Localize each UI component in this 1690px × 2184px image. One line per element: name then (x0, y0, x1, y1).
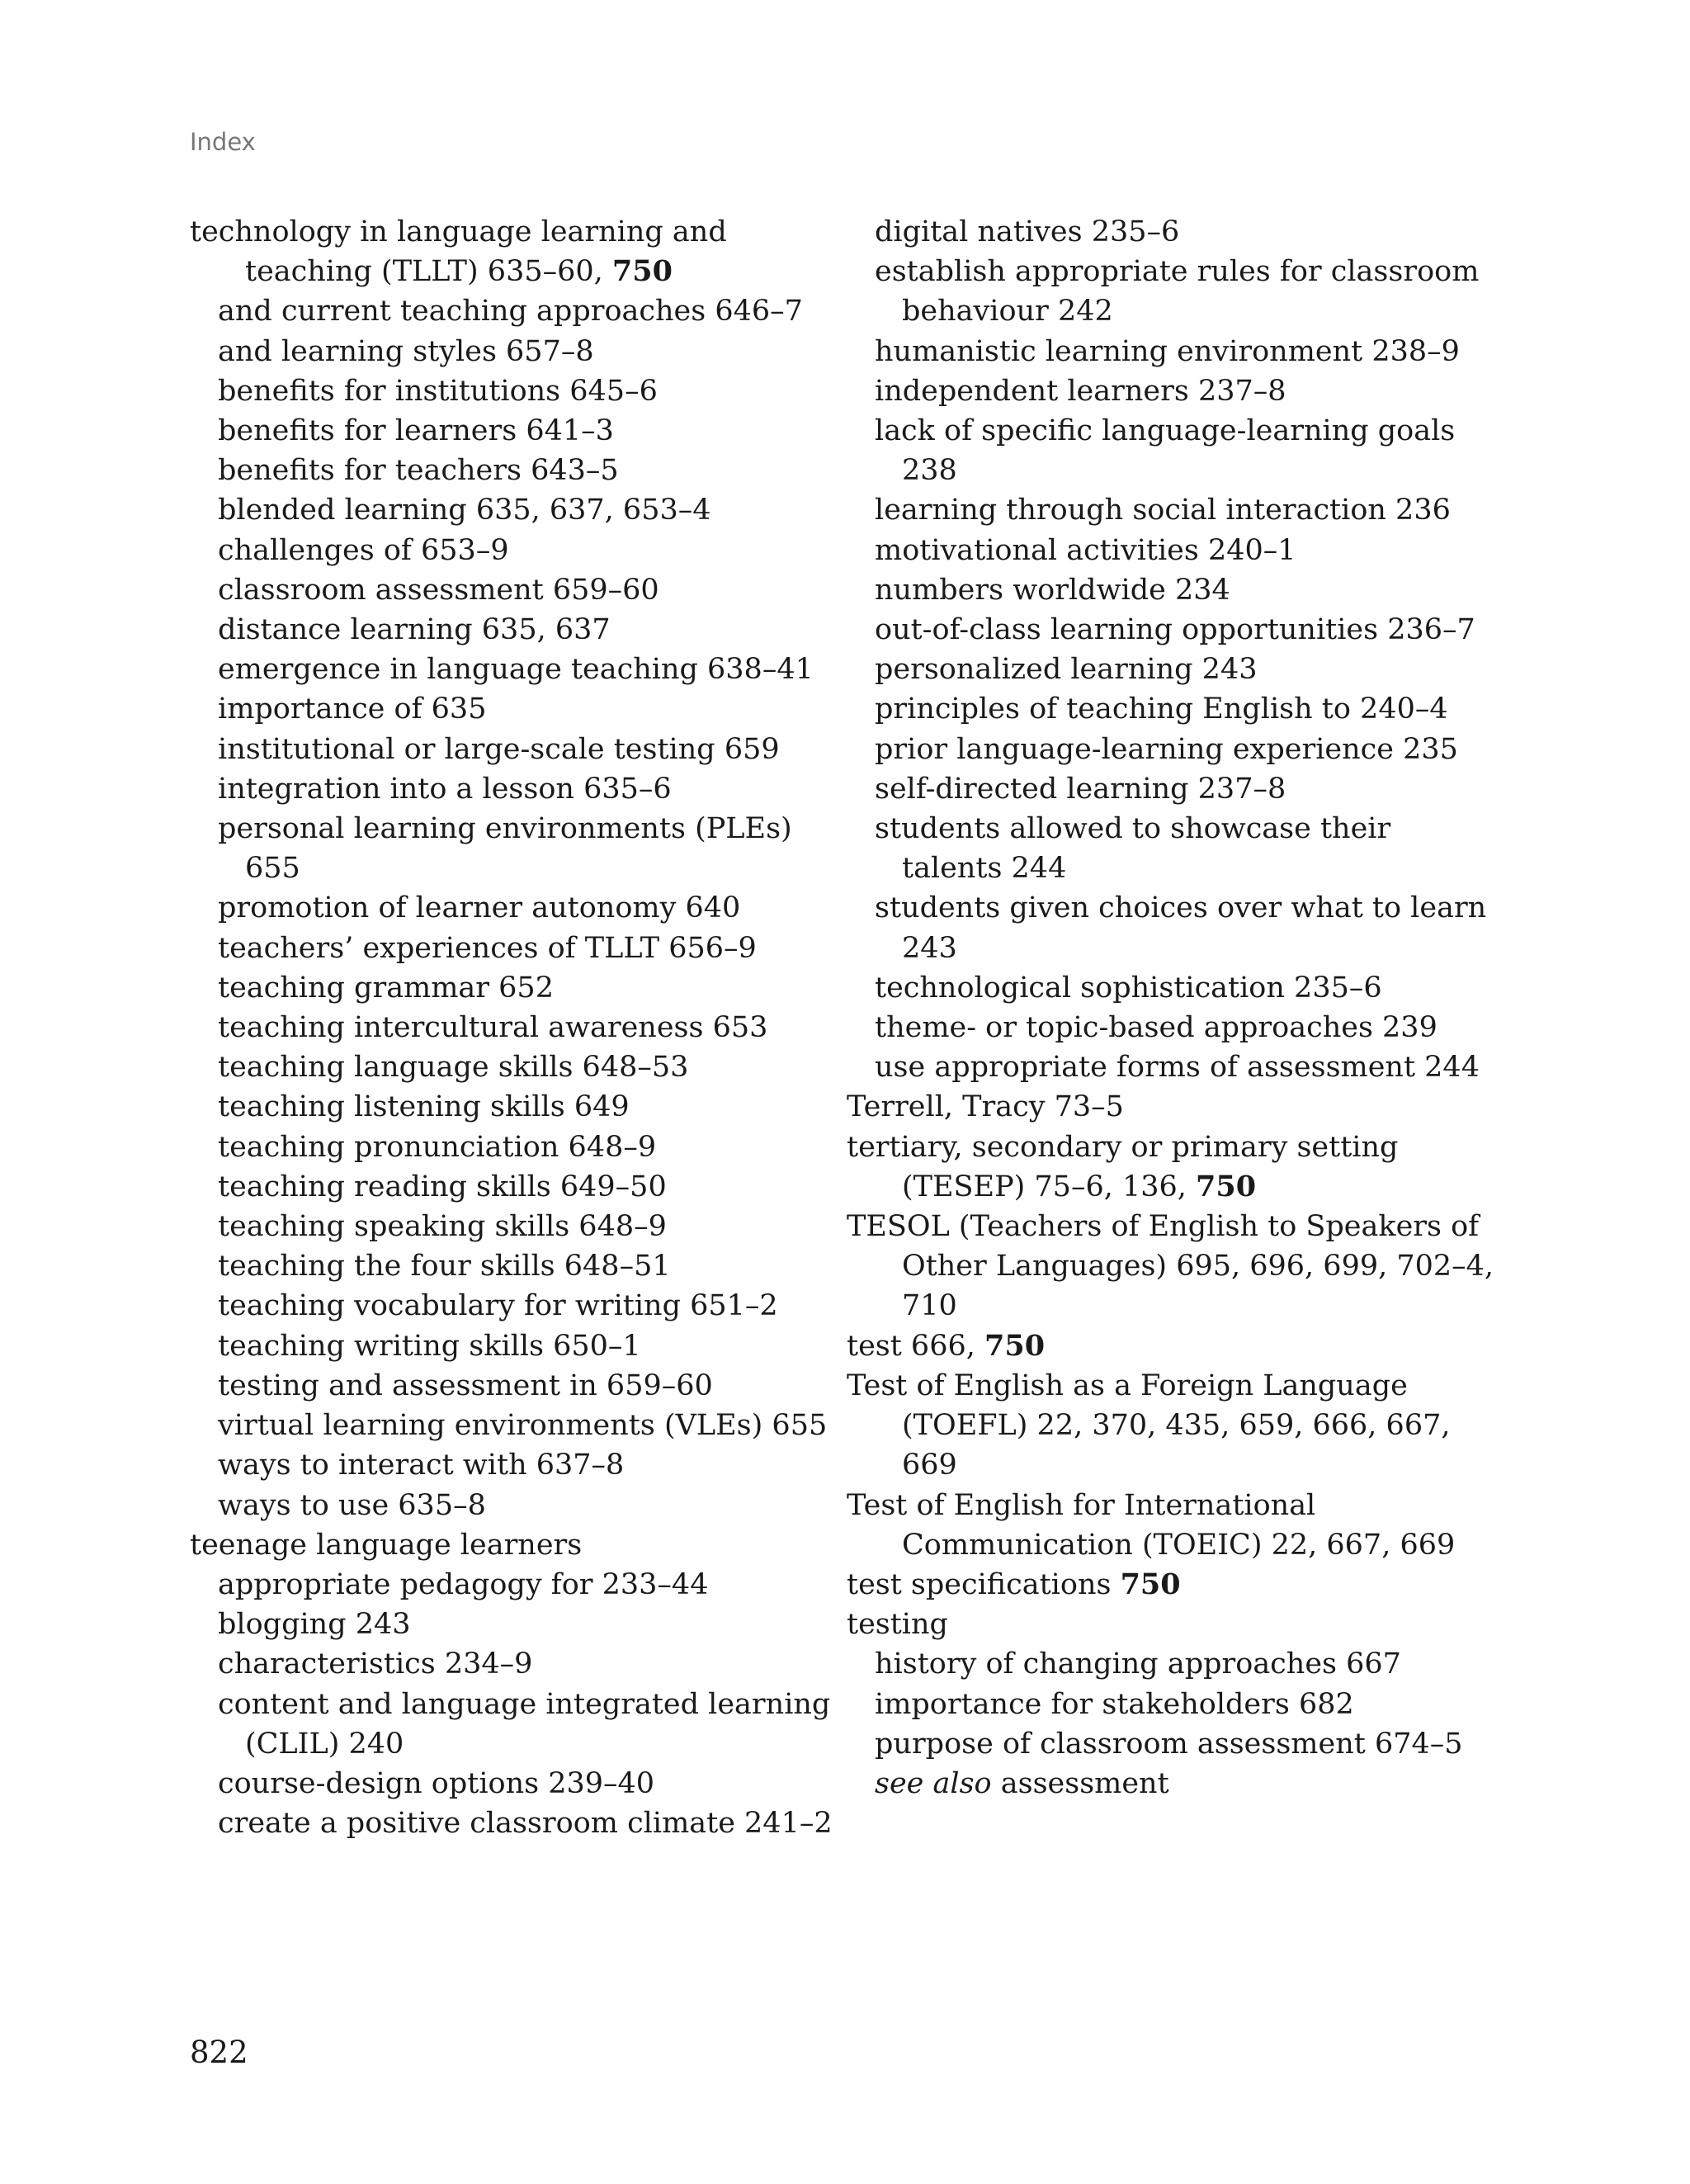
entry-text: integration into a lesson 635–6 (218, 772, 672, 806)
entry-text: motivational activities 240–1 (875, 533, 1296, 567)
entry-text: teaching listening skills 649 (218, 1090, 630, 1124)
entry-text: teaching grammar 652 (218, 971, 554, 1005)
index-subentry (190, 1565, 842, 1605)
entry-text: challenges of 653–9 (218, 533, 509, 567)
index-subentry (847, 411, 1499, 490)
entry-text: lack of specific language-learning goals 238 (875, 414, 1456, 488)
index-subentry (190, 1445, 842, 1485)
entry-text: blended learning 635, 637, 653–4 (218, 494, 711, 527)
entry-text: test 666, (847, 1329, 984, 1363)
index-subentry (847, 610, 1499, 650)
entry-text: teaching pronunciation 648–9 (218, 1130, 657, 1164)
running-head: Index (190, 128, 256, 156)
index-entry (847, 1207, 1499, 1326)
entry-text: importance of 635 (218, 693, 487, 726)
entry-text: technological sophistication 235–6 (875, 971, 1382, 1005)
entry-text: purpose of classroom assessment 674–5 (875, 1727, 1463, 1761)
entry-text: independent learners 237–8 (875, 374, 1286, 408)
index-subentry (190, 650, 842, 689)
index-subentry (847, 1047, 1499, 1087)
entry-text: benefits for teachers 643–5 (218, 454, 619, 488)
index-subentry (847, 888, 1499, 967)
index-subentry (847, 1685, 1499, 1724)
index-subentry (190, 1087, 842, 1127)
entry-text: benefits for learners 641–3 (218, 414, 614, 448)
entry-text: self-directed learning 237–8 (875, 772, 1286, 806)
index-subentry (190, 332, 842, 371)
index-subentry (190, 1326, 842, 1366)
index-column-left (190, 212, 842, 1843)
index-subentry (190, 1406, 842, 1445)
entry-text: humanistic learning environment 238–9 (875, 334, 1460, 368)
index-subentry (847, 809, 1499, 888)
entry-text: teaching language skills 648–53 (218, 1051, 689, 1085)
index-entry (847, 1486, 1499, 1565)
index-subentry (190, 531, 842, 570)
entry-text: course-design options 239–40 (218, 1766, 655, 1800)
entry-text: emergence in language teaching 638–41 (218, 653, 814, 687)
glossary-page-ref: 750 (984, 1328, 1046, 1363)
index-subentry (847, 650, 1499, 689)
entry-text: teaching reading skills 649–50 (218, 1170, 667, 1203)
entry-text: personalized learning 243 (875, 653, 1258, 687)
entry-text: teaching writing skills 650–1 (218, 1329, 641, 1363)
index-subentry (847, 968, 1499, 1008)
entry-text: teaching vocabulary for writing 651–2 (218, 1289, 778, 1323)
index-subentry (190, 570, 842, 610)
entry-text: testing (847, 1608, 948, 1642)
entry-text: distance learning 635, 637 (218, 613, 611, 647)
entry-text: prior language-learning experience 235 (875, 732, 1458, 766)
index-entry (847, 1366, 1499, 1486)
entry-text: Terrell, Tracy 73–5 (847, 1090, 1124, 1124)
index-entry (847, 1565, 1499, 1605)
index-subentry (847, 769, 1499, 809)
index-subentry (190, 1366, 842, 1406)
index-subentry (190, 1286, 842, 1326)
entry-text: principles of teaching English to 240–4 (875, 693, 1448, 726)
entry-text: learning through social interaction 236 (875, 494, 1451, 527)
index-subentry (847, 1764, 1499, 1803)
entry-text: theme- or topic-based approaches 239 (875, 1011, 1437, 1045)
index-subentry (190, 929, 842, 968)
index-subentry (190, 1486, 842, 1525)
entry-text: test specifications (847, 1567, 1121, 1601)
entry-text: personal learning environments (PLEs) 655 (218, 812, 792, 886)
index-subentry (847, 1008, 1499, 1047)
entry-text: history of changing approaches 667 (875, 1647, 1401, 1681)
entry-text: promotion of learner autonomy 640 (218, 891, 741, 925)
entry-text: Test of English for International Communication (TOEIC) 22, 667, 669 (847, 1488, 1456, 1562)
entry-text: out-of-class learning opportunities 236–7 (875, 613, 1475, 647)
index-subentry (190, 1167, 842, 1207)
cross-reference: see also (875, 1766, 992, 1800)
index-subentry (190, 730, 842, 769)
index-subentry (190, 1605, 842, 1644)
index-subentry (190, 1207, 842, 1246)
index-entry (847, 1087, 1499, 1127)
entry-text: establish appropriate rules for classroom behaviour 242 (875, 255, 1480, 329)
entry-text: Test of English as a Foreign Language (TOEFL) 22, 370, 435, 659, 666, 667, 669 (847, 1369, 1451, 1482)
index-subentry (190, 1047, 842, 1087)
index-entry (847, 1605, 1499, 1644)
entry-text: tertiary, secondary or primary setting (TESEP) 75–6, 136, (847, 1130, 1399, 1203)
index-subentry (190, 1685, 842, 1764)
index-entry (847, 1326, 1499, 1366)
entry-text: use appropriate forms of assessment 244 (875, 1051, 1480, 1085)
index-subentry (190, 291, 842, 331)
entry-text: teaching the four skills 648–51 (218, 1250, 671, 1283)
index-subentry (847, 730, 1499, 769)
index-subentry (190, 888, 842, 928)
entry-text: technology in language learning and teaching (TLLT) 635–60, (190, 215, 727, 289)
index-subentry (190, 411, 842, 451)
entry-text: students allowed to showcase their talents 244 (875, 812, 1391, 886)
page-number: 822 (190, 2035, 248, 2070)
entry-text: benefits for institutions 645–6 (218, 374, 658, 408)
index-subentry (847, 371, 1499, 411)
entry-text: TESOL (Teachers of English to Speakers of Other Languages) 695, 696, 699, 702–4, 710 (847, 1210, 1494, 1323)
entry-text: numbers worldwide 234 (875, 573, 1230, 607)
index-subentry (847, 531, 1499, 570)
entry-text: teaching intercultural awareness 653 (218, 1011, 768, 1045)
index-subentry (190, 490, 842, 530)
entry-text: ways to interact with 637–8 (218, 1449, 625, 1482)
index-subentry (847, 689, 1499, 729)
entry-text: testing and assessment in 659–60 (218, 1369, 713, 1402)
glossary-page-ref: 750 (1196, 1169, 1257, 1203)
index-subentry (190, 769, 842, 809)
index-subentry (190, 1644, 842, 1684)
entry-text: importance for stakeholders 682 (875, 1687, 1354, 1721)
index-subentry (190, 1803, 842, 1843)
entry-text: institutional or large-scale testing 659 (218, 732, 780, 766)
index-subentry (190, 1008, 842, 1047)
entry-text: assessment (991, 1766, 1169, 1800)
entry-text: blogging 243 (218, 1608, 411, 1642)
index-subentry (190, 689, 842, 729)
index-subentry (847, 212, 1499, 252)
entry-text: students given choices over what to learn 243 (875, 891, 1487, 965)
index-entry (847, 1127, 1499, 1207)
index-subentry (190, 968, 842, 1008)
entry-text: ways to use 635–8 (218, 1488, 486, 1522)
index-column-right (847, 212, 1499, 1803)
index-entry (190, 1525, 842, 1565)
index-subentry (190, 1246, 842, 1286)
index-subentry (190, 371, 842, 411)
entry-text: teaching speaking skills 648–9 (218, 1210, 667, 1244)
entry-text: create a positive classroom climate 241–2 (218, 1807, 833, 1841)
entry-text: classroom assessment 659–60 (218, 573, 659, 607)
index-subentry (190, 809, 842, 888)
index-subentry (190, 1764, 842, 1803)
index-subentry (847, 332, 1499, 371)
entry-text: appropriate pedagogy for 233–44 (218, 1567, 709, 1601)
entry-text: teenage language learners (190, 1528, 583, 1562)
index-subentry (847, 490, 1499, 530)
glossary-page-ref: 750 (611, 254, 673, 289)
entry-text: and current teaching approaches 646–7 (218, 295, 803, 329)
index-subentry (847, 1724, 1499, 1764)
index-entry (190, 212, 842, 291)
entry-text: digital natives 235–6 (875, 215, 1180, 248)
index-subentry (847, 570, 1499, 610)
entry-text: virtual learning environments (VLEs) 655 (218, 1409, 828, 1443)
entry-text: characteristics 234–9 (218, 1647, 533, 1681)
index-subentry (847, 252, 1499, 331)
entry-text: and learning styles 657–8 (218, 334, 594, 368)
index-subentry (847, 1644, 1499, 1684)
glossary-page-ref: 750 (1120, 1567, 1181, 1601)
index-subentry (190, 1127, 842, 1167)
index-subentry (190, 610, 842, 650)
entry-text: teachers’ experiences of TLLT 656–9 (218, 931, 757, 965)
entry-text: content and language integrated learning (CLIL) 240 (218, 1687, 831, 1761)
index-subentry (190, 451, 842, 490)
